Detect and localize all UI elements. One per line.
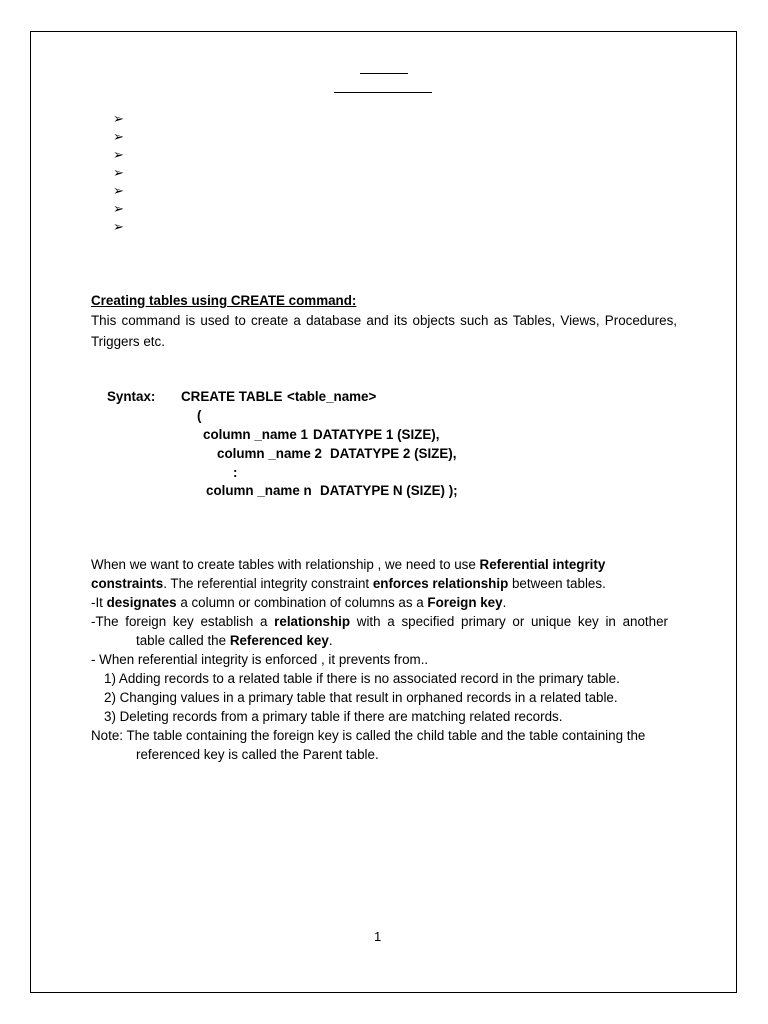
syntax-column-name: column _name 2 bbox=[217, 446, 322, 461]
list-item: 2) Changing values in a primary table that result in orphaned records in a related table. bbox=[104, 690, 618, 705]
paragraph-line bbox=[136, 631, 333, 651]
arrow-bullet-icon: ➢ bbox=[113, 219, 124, 234]
arrow-bullet-icon: ➢ bbox=[113, 147, 124, 162]
bullet-item bbox=[113, 146, 124, 164]
syntax-table-name: <table_name> bbox=[287, 389, 377, 404]
title-underline-long bbox=[334, 92, 432, 93]
term-constraints: constraints bbox=[91, 576, 164, 591]
paragraph-line bbox=[91, 593, 506, 613]
syntax-column-type: DATATYPE 2 (SIZE), bbox=[330, 446, 457, 461]
term-enforces-relationship: enforces relationship bbox=[372, 576, 509, 591]
bullet-item bbox=[113, 182, 124, 200]
list-item: 3) Deleting records from a primary table if there are matching related records. bbox=[104, 709, 563, 724]
bullet-item bbox=[113, 110, 124, 128]
description-line: Triggers etc. bbox=[91, 334, 165, 349]
term-referenced-key: Referenced key bbox=[229, 633, 329, 648]
arrow-bullet-icon: ➢ bbox=[113, 183, 124, 198]
page-border bbox=[30, 31, 737, 993]
text-run: -It bbox=[91, 595, 107, 610]
bullet-item bbox=[113, 164, 124, 182]
text-run: between tables. bbox=[508, 576, 606, 591]
term-relationship: relationship bbox=[274, 614, 351, 629]
title-underline-short bbox=[360, 73, 408, 74]
bullet-item bbox=[113, 128, 124, 146]
section-heading: Creating tables using CREATE command: bbox=[91, 293, 357, 308]
arrow-bullet-icon: ➢ bbox=[113, 201, 124, 216]
syntax-open-paren: ( bbox=[197, 408, 202, 423]
syntax-label: Syntax: bbox=[107, 389, 156, 404]
text-run: . bbox=[328, 633, 333, 648]
bullet-item bbox=[113, 200, 124, 218]
arrow-bullet-icon: ➢ bbox=[113, 129, 124, 144]
note-line: referenced key is called the Parent table. bbox=[136, 747, 379, 762]
text-run: a column or combination of columns as a bbox=[176, 595, 428, 610]
paragraph-line bbox=[91, 555, 605, 575]
text-run: -The foreign key establish a bbox=[91, 614, 275, 629]
paragraph-line bbox=[91, 574, 606, 594]
syntax-column-type: DATATYPE 1 (SIZE), bbox=[313, 427, 440, 442]
syntax-column-name: column _name 1 bbox=[203, 427, 308, 442]
term-designates: designates bbox=[106, 595, 177, 610]
text-run: . The referential integrity constraint bbox=[163, 576, 373, 591]
paragraph-line bbox=[91, 612, 668, 632]
text-run: . bbox=[502, 595, 507, 610]
syntax-create-table: CREATE TABLE bbox=[181, 389, 283, 404]
text-run: with a specified primary or unique key in another bbox=[350, 614, 669, 629]
bullet-item bbox=[113, 218, 124, 236]
text-run: When we want to create tables with relationship , we need to use bbox=[91, 557, 480, 572]
list-item: 1) Adding records to a related table if there is no associated record in the primary table. bbox=[104, 671, 620, 686]
term-referential-integrity: Referential integrity bbox=[479, 557, 606, 572]
syntax-column-name: column _name n bbox=[206, 483, 312, 498]
term-foreign-key: Foreign key bbox=[427, 595, 503, 610]
arrow-bullet-icon: ➢ bbox=[113, 111, 124, 126]
note-line: Note: The table containing the foreign key is called the child table and the table containing the bbox=[91, 728, 646, 743]
syntax-ellipsis: : bbox=[233, 465, 238, 480]
page-number: 1 bbox=[374, 929, 382, 944]
arrow-bullet-icon: ➢ bbox=[113, 165, 124, 180]
paragraph-line: - When referential integrity is enforced , it prevents from.. bbox=[91, 652, 429, 667]
bullet-list bbox=[113, 110, 124, 236]
text-run: table called the bbox=[136, 633, 230, 648]
syntax-column-type: DATATYPE N (SIZE) ); bbox=[320, 483, 458, 498]
description-line: This command is used to create a database and its objects such as Tables, Views, Procedures, bbox=[91, 313, 677, 328]
